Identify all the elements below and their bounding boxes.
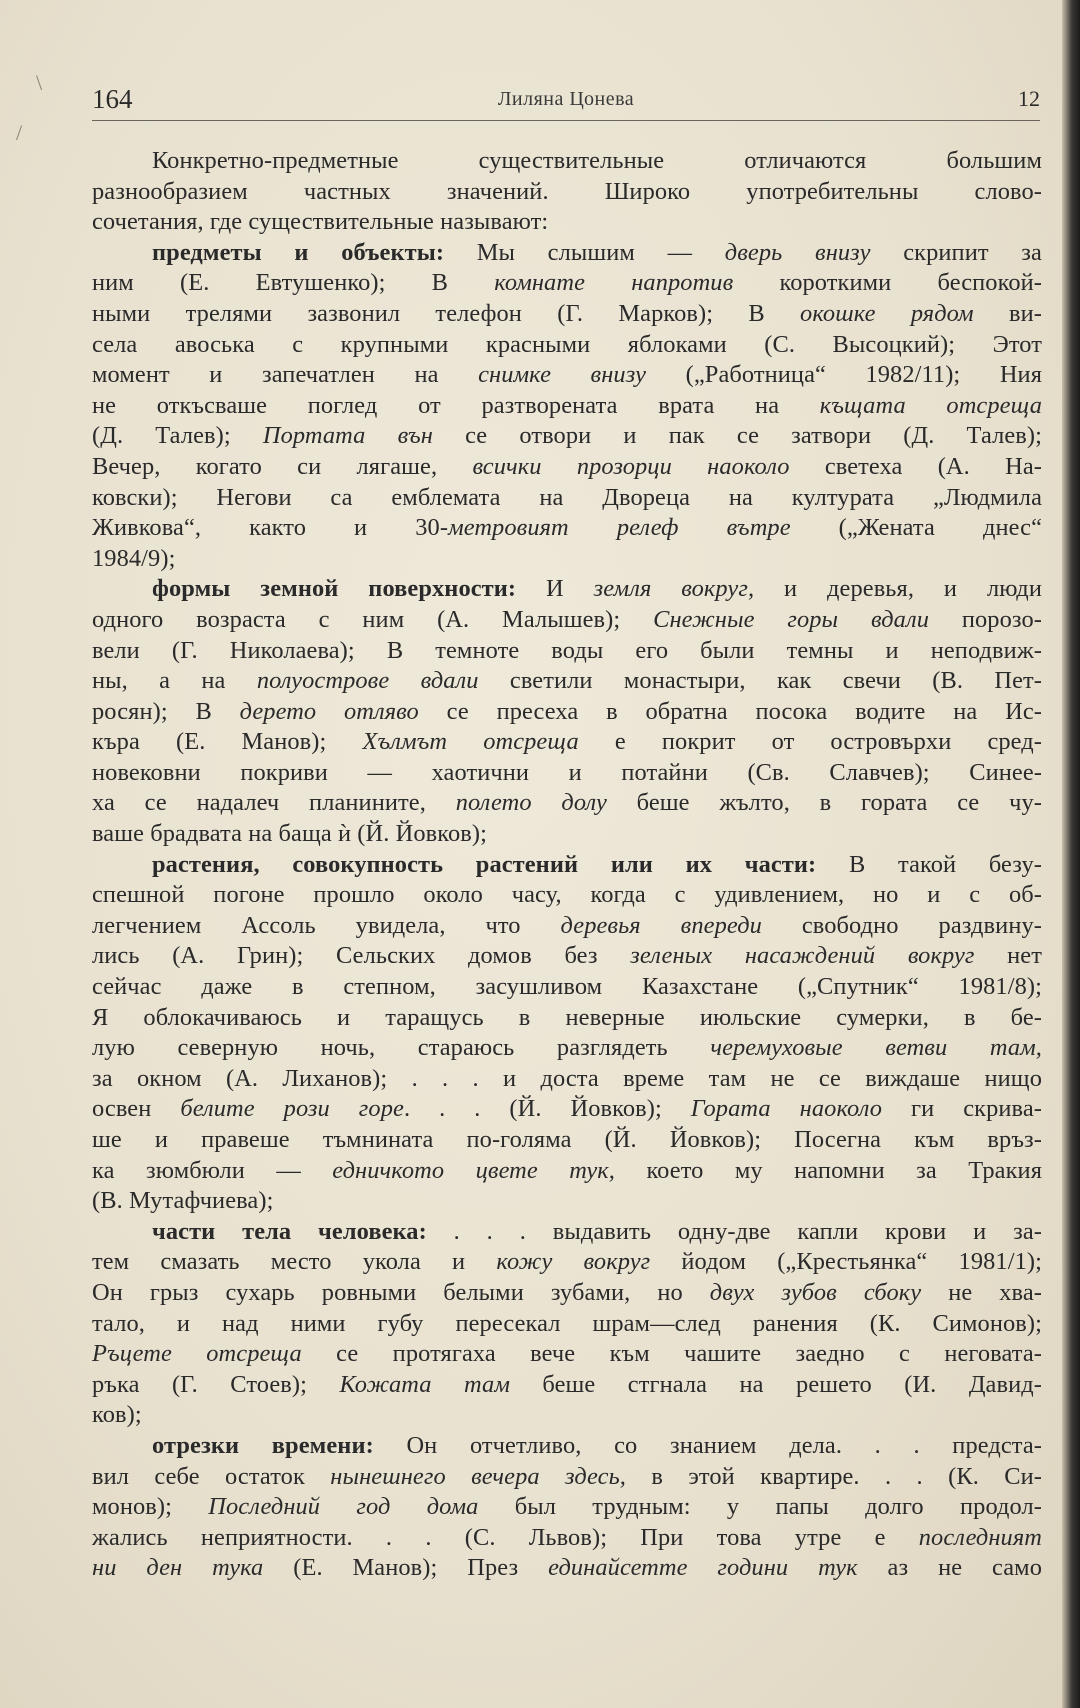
text-line	[92, 452, 1042, 483]
text-line	[92, 666, 1042, 697]
text-segment: аз не само	[857, 1554, 1043, 1582]
text-line	[92, 972, 1042, 1003]
italic-phrase: белите рози горе	[180, 1095, 404, 1123]
text-segment: къра (Е. Манов);	[92, 728, 363, 756]
text-line	[92, 391, 1042, 422]
italic-phrase: къщата отсреща	[819, 391, 1042, 419]
italic-phrase: Портата вън	[262, 422, 433, 450]
text-line	[92, 636, 1042, 667]
page-header	[92, 84, 1040, 120]
text-segment: се отвори и пак се затвори (Д. Талев);	[432, 422, 1042, 450]
italic-phrase: Гората наоколо	[690, 1095, 883, 1123]
text-segment: светили монастыри, как свечи (В. Пет-	[478, 667, 1043, 695]
italic-phrase: полето долу	[455, 789, 607, 817]
text-segment: ше и правеше тъмнината по-голяма (Й. Йовков); Посегна към връз-	[92, 1126, 1042, 1153]
text-line	[92, 1523, 1042, 1554]
text-segment: не хва-	[921, 1278, 1042, 1306]
text-segment: спешной погоне прошло около часу, когда с удивлением, но и с об-	[92, 881, 1042, 909]
header-rule	[92, 120, 1040, 121]
text-line	[92, 1064, 1042, 1095]
chapter-number: 12	[1018, 86, 1040, 111]
page-scratch-mark: /	[16, 120, 23, 145]
text-line	[92, 1033, 1042, 1064]
text-line	[92, 1217, 1042, 1248]
text-line	[92, 1553, 1042, 1584]
text-segment: освен	[92, 1095, 181, 1123]
book-spine-edge	[1062, 0, 1080, 1708]
text-line	[92, 1186, 1042, 1217]
text-line	[92, 360, 1042, 391]
text-segment: ковски); Негови са емблемата на Двореца на културата „Людмила	[92, 483, 1042, 511]
text-segment: беше стгнала на решето (И. Давид-	[509, 1370, 1042, 1398]
italic-phrase: полуострове вдали	[256, 667, 479, 695]
italic-phrase: едничкото цвете тук,	[332, 1156, 616, 1184]
italic-phrase: Хълмът отсреща	[362, 728, 579, 756]
bold-term: формы земной поверхности:	[152, 575, 547, 603]
text-segment: се пресеха в обратна посока водите на Ис-	[418, 697, 1042, 725]
text-segment: В такой безу-	[848, 850, 1043, 878]
text-line	[92, 146, 1042, 177]
text-segment: момент и запечатлен на	[92, 361, 479, 389]
text-line	[92, 513, 1042, 544]
text-line	[92, 758, 1042, 789]
text-segment: ными трелями зазвонил телефон (Г. Марков); В	[92, 299, 801, 327]
text-segment: свободно раздвину-	[761, 911, 1043, 939]
text-segment: короткими беспокой-	[733, 269, 1042, 297]
text-segment: . . . выдавить одну-две капли крови и за-	[453, 1217, 1042, 1245]
text-line	[92, 1339, 1042, 1370]
text-segment: И	[546, 575, 594, 603]
text-segment: (Е. Манов); През	[263, 1554, 549, 1582]
text-segment: 1984/9);	[92, 544, 176, 572]
italic-phrase: единайсетте години тук	[548, 1554, 858, 1582]
text-line	[92, 1370, 1042, 1401]
italic-phrase: всички прозорци наоколо	[472, 452, 790, 480]
text-line	[92, 268, 1042, 299]
text-segment: одного возраста с ним (А. Малышев);	[92, 605, 654, 633]
text-line	[92, 1125, 1042, 1156]
text-line	[92, 911, 1042, 942]
text-segment: светеха (А. На-	[789, 452, 1042, 480]
text-segment: Конкретно-предметные существительные отличаются большим	[152, 147, 1042, 174]
running-title: Лиляна Цонева	[497, 88, 635, 110]
text-line	[92, 177, 1042, 208]
italic-phrase: окошке рядом	[800, 299, 974, 327]
text-line	[92, 421, 1042, 452]
text-line	[92, 207, 1042, 238]
page-number: 164	[92, 84, 133, 114]
text-segment: села авоська с крупными красными яблоками (С. Высоцкий); Этот	[92, 330, 1042, 358]
text-segment: („Жената днес“	[790, 514, 1042, 542]
italic-phrase: Последний год дома	[208, 1493, 479, 1521]
text-line	[92, 1400, 1042, 1431]
body-text	[92, 146, 1042, 1584]
text-segment: монов);	[92, 1493, 209, 1521]
text-segment: Он отчетливо, со знанием дела. . . предста-	[406, 1431, 1043, 1459]
text-segment: ны, а на	[92, 667, 257, 695]
text-line	[92, 880, 1042, 911]
text-segment: жались неприятности. . . (С. Львов); При това утре е	[92, 1523, 919, 1551]
text-line	[92, 788, 1042, 819]
text-line	[92, 941, 1042, 972]
text-line	[92, 727, 1042, 758]
text-segment: Вечер, когато си лягаше,	[92, 452, 473, 480]
text-segment: легчением Ассоль увидела, что	[92, 911, 561, 939]
text-segment: ним (Е. Евтушенко); В	[92, 269, 495, 297]
text-segment: и деревья, и люди	[754, 575, 1042, 603]
text-segment: был трудным: у папы долго продол-	[478, 1493, 1043, 1521]
text-segment: росян); В	[92, 697, 240, 725]
text-line	[92, 1278, 1042, 1309]
text-line	[92, 697, 1042, 728]
text-line	[92, 850, 1042, 881]
text-line	[92, 1462, 1042, 1493]
text-segment: Мы слышим —	[476, 238, 725, 266]
text-segment: . . . (Й. Йовков);	[403, 1095, 691, 1123]
text-segment: скрипит за	[870, 238, 1042, 266]
text-segment: ха се надалеч планините,	[92, 789, 456, 817]
text-segment: порозо-	[929, 605, 1042, 633]
italic-phrase: метровият релеф вътре	[448, 514, 791, 542]
text-segment: новековни покриви — хаотични и потайни (Св. Славчев); Синее-	[92, 758, 1042, 786]
text-segment: беше жълто, в гората се чу-	[606, 789, 1042, 817]
italic-phrase: земля вокруг,	[593, 575, 755, 603]
text-segment: лую северную ночь, стараюсь разглядеть	[92, 1034, 711, 1062]
italic-phrase: деревья впереди	[560, 911, 762, 939]
text-line	[92, 544, 1042, 575]
italic-phrase: снимке внизу	[478, 361, 647, 389]
text-line	[92, 330, 1042, 361]
text-segment: Я облокачиваюсь и таращусь в неверные июльские сумерки, в бе-	[92, 1003, 1042, 1031]
text-segment: („Работница“ 1982/11); Ния	[646, 361, 1043, 389]
italic-phrase: кожу вокруг	[496, 1248, 651, 1276]
italic-phrase: Кожата там	[339, 1370, 510, 1398]
italic-phrase: дверь внизу	[724, 238, 871, 266]
italic-phrase: Ръцете отсреща	[92, 1340, 302, 1368]
text-line	[92, 238, 1042, 269]
bold-term: отрезки времени:	[152, 1431, 407, 1459]
text-segment: Живкова“, както и 30-	[92, 514, 449, 542]
text-line	[92, 299, 1042, 330]
text-segment: разнообразием частных значений. Широко употребительны слово-	[92, 177, 1042, 205]
text-segment: Он грыз сухарь ровными белыми зубами, но	[92, 1278, 710, 1306]
bold-term: части тела человека:	[152, 1217, 454, 1245]
text-line	[92, 1309, 1042, 1340]
text-segment: не откъсваше поглед от разтворената врата на	[92, 391, 820, 419]
italic-phrase: последният	[918, 1523, 1042, 1551]
text-segment: което му напомни за Тракия	[615, 1156, 1043, 1184]
text-line	[92, 1094, 1042, 1125]
text-segment: в этой квартире. . . (К. Си-	[626, 1462, 1043, 1490]
text-segment: тем смазать место укола и	[92, 1248, 497, 1276]
italic-phrase: двух зубов сбоку	[709, 1278, 922, 1306]
text-line	[92, 1156, 1042, 1187]
text-line	[92, 574, 1042, 605]
text-segment: сочетания, где существительные называют:	[92, 208, 549, 236]
italic-phrase: дерето отляво	[239, 697, 419, 725]
text-segment: йодом („Крестьянка“ 1981/1);	[650, 1248, 1042, 1276]
text-segment: лись (А. Грин); Сельских домов без	[92, 942, 631, 970]
text-line	[92, 1247, 1042, 1278]
text-line	[92, 1431, 1042, 1462]
page-scratch-mark: \	[36, 70, 43, 95]
text-line	[92, 1492, 1042, 1523]
text-line	[92, 1003, 1042, 1034]
italic-phrase: ни ден тука	[92, 1554, 264, 1582]
text-segment: сейчас даже в степном, засушливом Казахстане („Спутник“ 1981/8);	[92, 973, 1042, 1001]
text-segment: вели (Г. Николаева); В темноте воды его были темны и неподвиж-	[92, 636, 1042, 664]
text-segment: за окном (А. Лиханов); . . . и доста време там не се виждаше нищо	[92, 1064, 1042, 1092]
italic-phrase: комнате напротив	[494, 269, 734, 297]
text-segment: вил себе остаток	[92, 1462, 331, 1490]
bold-term: растения, совокупность растений или их части:	[152, 850, 849, 878]
italic-phrase: Снежные горы вдали	[653, 605, 929, 633]
text-segment: тало, и над ними губу пересекал шрам—след ранения (К. Симонов);	[92, 1309, 1042, 1337]
text-segment: нет	[974, 942, 1042, 970]
text-segment: се протягаха вече към чашите заедно с неговата-	[301, 1340, 1042, 1368]
italic-phrase: черемуховые ветви там,	[710, 1034, 1042, 1062]
text-segment: (Д. Талев);	[92, 422, 263, 450]
text-line	[92, 819, 1042, 850]
text-line	[92, 483, 1042, 514]
italic-phrase: зеленых насаждений вокруг	[630, 942, 975, 970]
text-segment: ви-	[973, 299, 1042, 327]
text-segment: ваше брадвата на баща ѝ (Й. Йовков);	[92, 820, 487, 848]
text-segment: ги скрива-	[882, 1095, 1042, 1123]
italic-phrase: нынешнего вечера здесь,	[330, 1462, 626, 1490]
text-segment: ков);	[92, 1401, 142, 1429]
text-segment: ка зюмбюли —	[92, 1156, 333, 1184]
text-segment: (В. Мутафчиева);	[92, 1187, 274, 1215]
bold-term: предметы и объекты:	[152, 238, 477, 266]
text-line	[92, 605, 1042, 636]
text-segment: е покрит от островърхи сред-	[578, 728, 1043, 756]
text-segment: ръка (Г. Стоев);	[92, 1370, 340, 1398]
